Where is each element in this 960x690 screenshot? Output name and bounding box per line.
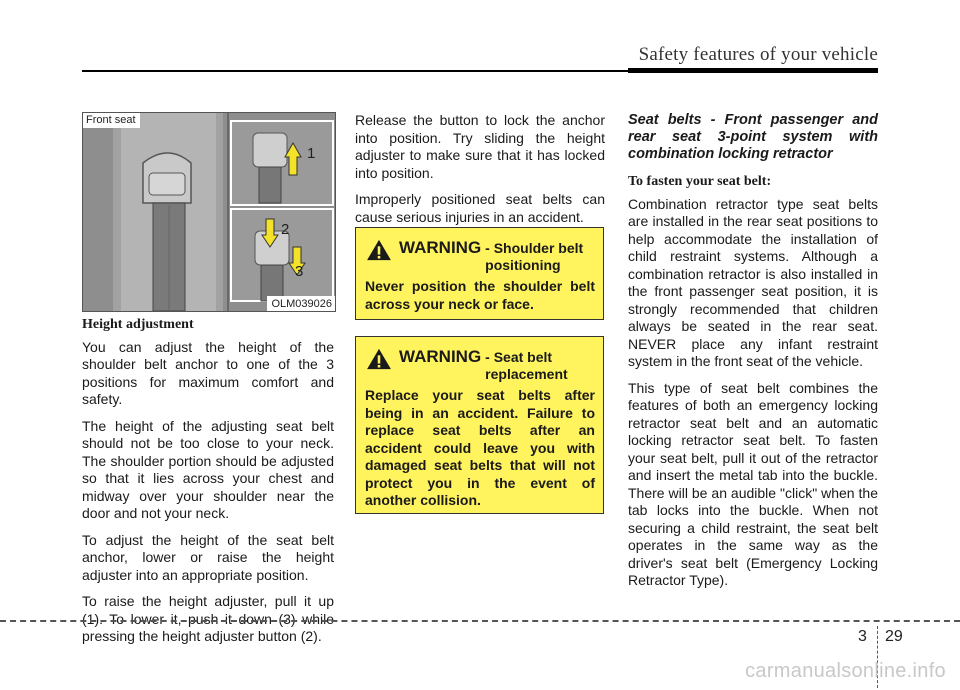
page-number: 29 bbox=[885, 628, 903, 645]
callout-number: 1 bbox=[307, 145, 316, 162]
left-column bbox=[82, 316, 334, 655]
paragraph: To raise the height adjuster, pull it up (1). To lower it, push it down (3) while pressing the height adjuster button (2). bbox=[82, 593, 334, 644]
warning-box-belt-replacement bbox=[355, 336, 604, 514]
section-title: Seat belts - Front passenger and rear seat 3-point system with combination locking retractor bbox=[628, 112, 878, 162]
watermark: carmanualsonline.info bbox=[745, 660, 946, 682]
warning-topic: - Seat belt replacement bbox=[485, 349, 568, 382]
warning-triangle-icon bbox=[365, 348, 393, 370]
header-title: Safety features of your vehicle bbox=[638, 44, 878, 65]
warning-triangle-icon bbox=[365, 239, 393, 261]
seat-belt-figure bbox=[82, 112, 336, 312]
warning-topic: - Shoulder belt positioning bbox=[485, 240, 584, 273]
seat-belt-illustration bbox=[83, 113, 335, 311]
paragraph: Release the button to lock the anchor into position. Try sliding the height adjuster to make sure that it has locked into position. bbox=[355, 112, 605, 181]
paragraph: The height of the adjusting seat belt should not be too close to your neck. The shoulder portion should be adjusted so that it lies across your chest and midway over your shoulder near the door and not your neck. bbox=[82, 417, 334, 521]
paragraph: Combination retractor type seat belts are installed in the rear seat positions to help accommodate the installation of child restraint systems. Although a combination retractor is also installed in the front passenger seat position, it is strongly recommended that children always be seated in the rear seat. NEVER place any infant restraint system in the front seat of the vehicle. bbox=[628, 195, 878, 369]
paragraph: To adjust the height of the seat belt anchor, lower or raise the height adjuster into an appropriate position. bbox=[82, 531, 334, 583]
chapter-number: 3 bbox=[858, 628, 867, 645]
right-column bbox=[628, 112, 878, 599]
callout-number: 2 bbox=[281, 221, 290, 238]
paragraph: You can adjust the height of the shoulder belt anchor to one of the 3 positions for maximum comfort and safety. bbox=[82, 338, 334, 407]
fasten-seat-belt-heading: To fasten your seat belt: bbox=[628, 174, 772, 189]
figure-label: Front seat bbox=[83, 113, 140, 128]
warning-body: Replace your seat belts after being in an accident. Failure to replace seat belts after an accident could leave you with damaged seat belts that will not protect you in the event of another collision. bbox=[365, 387, 595, 508]
warning-word: WARNING bbox=[399, 347, 482, 366]
paragraph: This type of seat belt combines the features of both an emergency locking retractor seat belt and an automatic locking retractor seat belt. To fasten your seat belt, pull it out of the retractor and insert the metal tab into the buckle. There will be an audible "click" when the tab locks into the buckle. When not securing a child restraint, the seat belt operates in the same way as the driver's seat belt (Emergency Locking Retractor Type). bbox=[628, 379, 878, 588]
warning-box-shoulder-belt bbox=[355, 227, 604, 320]
footer-rule bbox=[0, 620, 960, 622]
height-adjustment-heading: Height adjustment bbox=[82, 317, 194, 332]
paragraph: Improperly positioned seat belts can cause serious injuries in an accident. bbox=[355, 191, 605, 225]
middle-column bbox=[355, 112, 605, 235]
figure-code: OLM039026 bbox=[267, 296, 335, 311]
callout-number: 3 bbox=[295, 263, 304, 280]
header-rule-accent bbox=[628, 68, 878, 73]
warning-word: WARNING bbox=[399, 238, 482, 257]
warning-body: Never position the shoulder belt across your neck or face. bbox=[365, 278, 595, 312]
